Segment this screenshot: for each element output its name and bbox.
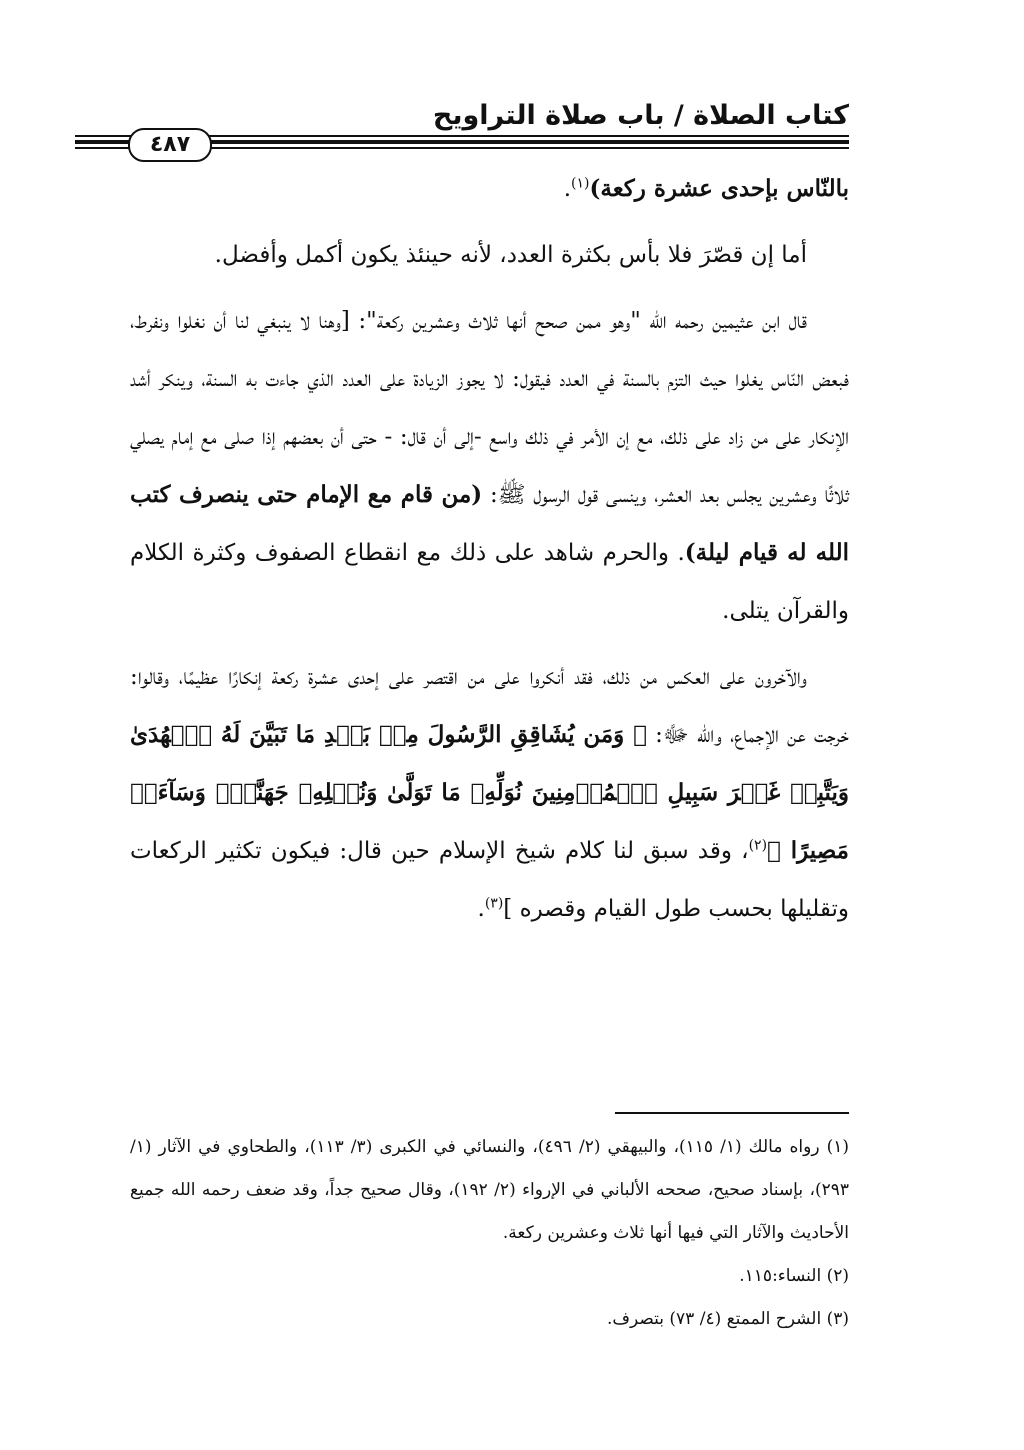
main-text [130,160,849,938]
page-number: ٤٨٧ [128,128,212,162]
footnote-1: (١) رواه مالك (١/ ١١٥)، والبيهقي (٢/ ٤٩٦)، والنسائي في الكبرى (٣/ ١١٣)، والطحاوي في الآثار (١/ ٢٩٣)، بإسناد صحيح، صححه الألباني في الإرواء (٢/ ١٩٢)، وقال صحيح جداً، وقد ضعف رحمه الله جميع الأحاديث والآثار التي فيها أنها ثلاث وعشرين ركعة. [130,1137,849,1243]
paragraph [130,648,849,938]
text-segment: . [563,176,572,202]
text-segment: والآخرون على العكس من ذلك، فقد أنكروا على من اقتصر على إحدى عشرة ركعة إنكارًا عظيمًا، وقالوا: خرجت عن الإجماع، والله ﷻ: [130,664,849,748]
text-segment: بالنّاس بإحدى عشرة ركعة) [589,175,849,202]
quran-verse: ﴿ وَمَن يُشَاقِقِ الرَّسُولَ مِنۢ بَعۡدِ مَا تَبَيَّنَ لَهُ ٱلۡهُدَىٰ وَيَتَّبِعۡ غَيۡرَ سَبِيلِ ٱلۡمُؤۡمِنِينَ نُوَلِّهِۦ مَا تَوَلَّىٰ وَنُصۡلِهِۦ جَهَنَّمَۖ وَسَآءَتۡ مَصِيرًا ﴾ [130,721,849,864]
footnote-divider [615,1112,849,1114]
footnote-3: (٣) الشرح الممتع (٤/ ٧٣) بتصرف. [606,1309,849,1329]
paragraph: أما إن قصّرَ فلا بأس بكثرة العدد، لأنه حينئذ يكون أكمل وأفضل. [214,242,807,268]
footnote-ref: (١) [571,175,590,192]
paragraph [130,160,849,218]
footnotes [130,1126,849,1341]
footnote-ref: (٣) [484,895,504,912]
footnote-ref: (٢) [748,837,768,854]
text-segment: ، وقد سبق لنا كلام شيخ الإسلام حين قال: فيكون تكثير الركعات وتقليلها بحسب طول القيام وقصره ] [130,838,849,922]
text-segment: قال ابن عثيمين رحمه الله "وهو ممن صحح أنها ثلاث وعشرين ركعة": [وهنا لا ينبغي لنا أن نغلوا ونفرط، فبعض النّاس يغلوا حيث التزم بالسنة في العدد فيقول: لا يجوز الزيادة على العدد الذي جاءت به السنة، وينكر أشد الإنكار على من زاد على ذلك، مع إن الأمر في ذلك واسع -إلى أن قال: - حتى أن بعضهم إذا صلى مع إمام يصلي ثلاثًا وعشرين يجلس بعد العشر، وينسى قول الرسول ﷺ: [130,308,849,508]
text-segment: . [477,896,485,922]
paragraph [130,292,849,640]
text-segment: . والحرم شاهد على ذلك مع انقطاع الصفوف وكثرة الكلام والقرآن يتلى. [130,540,849,624]
footnote-2: (٢) النساء:١١٥. [739,1266,849,1286]
hadith-quote: (من قام مع الإمام حتى ينصرف كتب الله له قيام ليلة) [130,481,849,566]
running-header: كتاب الصلاة / باب صلاة التراويح [432,100,849,131]
